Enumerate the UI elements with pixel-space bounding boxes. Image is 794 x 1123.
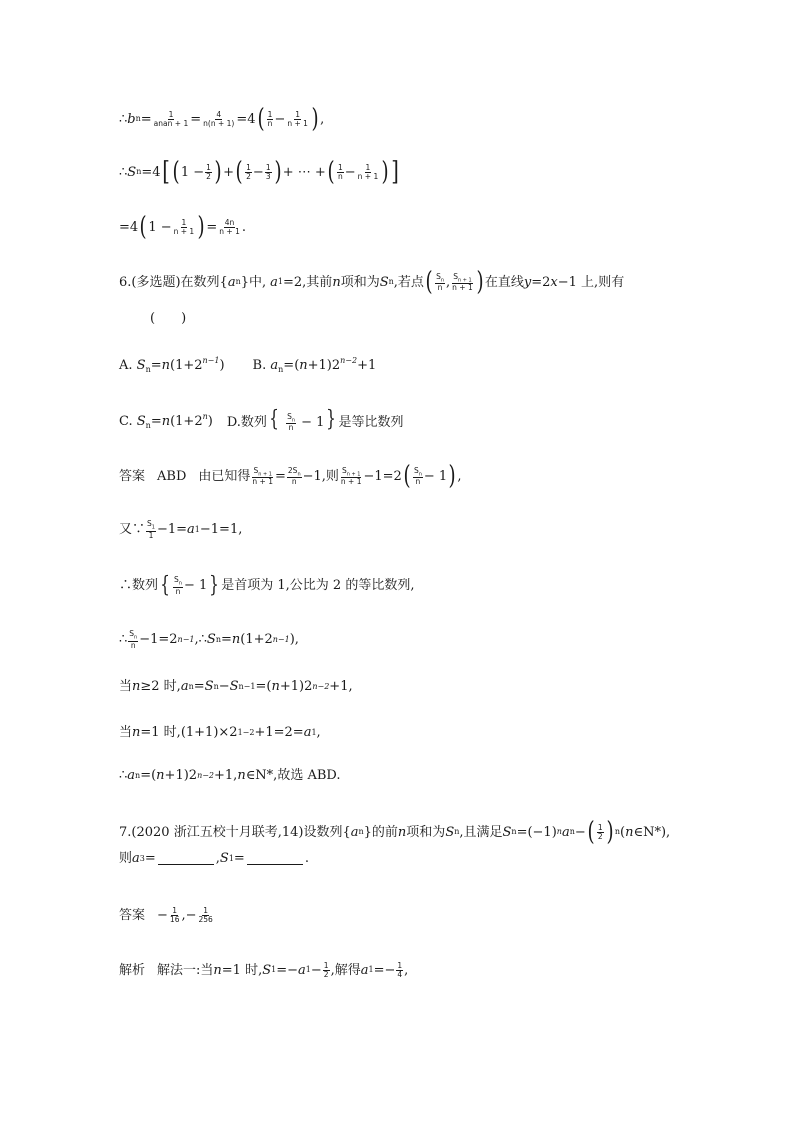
- fraction: $\frac{4}{n(n + 1)}$: [203, 110, 235, 128]
- option-c: C. $S_n=n(1+2^n)$: [119, 412, 213, 431]
- fraction: $\frac{S_n}{n}$: [129, 629, 138, 650]
- fraction: $\frac{1}{\text{anan + 1}}$: [153, 110, 189, 128]
- solution-step-5: 当 n =1 时,(1+1)×2 1−2 +1=2= a 1 ,: [119, 725, 321, 740]
- fraction: $\frac{1}{n + 1}$: [173, 218, 195, 236]
- fraction: $\frac{4n}{n + 1}$: [219, 218, 240, 236]
- fraction: $\frac{1}{3}$: [265, 163, 271, 181]
- fraction: $\frac{1}{2}$: [246, 163, 251, 181]
- fraction: $\frac{1}{2}$: [323, 961, 329, 979]
- fraction: $\frac{S_n}{n}$: [174, 575, 182, 596]
- answer-6: 答案 ABD 由已知得 $\frac{S_{n + 1}}{n + 1}$ = $\frac{2S_n}{n}$ −1,则 $\frac{S_{n + 1}}{n + 1}$ −1=2 ( $\frac{S_n}{n}$ − 1 ) ,: [119, 461, 462, 491]
- formula-b-n: ∴ b n = $\frac{1}{\text{anan + 1}}$ = $\frac{4}{n(n + 1)}$ =4 ( $\frac{1}{n}$ − $\frac{1}{n + 1}$ ) ,: [119, 104, 325, 134]
- formula-result: =4 ( 1 − $\frac{1}{n + 1}$ ) = $\frac{4n}{n + 1}$ .: [119, 212, 246, 242]
- solution-7: 解析 解法一:当 n =1 时, S 1 =− a 1 − $\frac{1}{2}$ ,解得 a 1 =− $\frac{1}{4}$ ,: [119, 961, 409, 979]
- solution-step-4: 当 n ≥2 时, a n = S n − S n−1 =( n +1)2 n−2 +1,: [119, 679, 353, 694]
- solution-step-3: ∴ $\frac{S_n}{n}$ −1=2 n−1 ,∴ S n = n (1+2 n−1 ),: [119, 629, 299, 650]
- solution-step-2: ∴数列 { $\frac{S_n}{n}$ − 1 } 是首项为 1,公比为 2 的等比数列,: [119, 573, 415, 599]
- fraction: $\frac{1}{n + 1}$: [357, 163, 379, 181]
- fraction: $\frac{1}{2}$: [597, 823, 603, 841]
- fraction: $\frac{S_{n + 1}}{n + 1}$: [452, 271, 473, 293]
- fraction: $\frac{1}{16}$: [169, 906, 180, 924]
- fraction: $\frac{S_1}{1}$: [147, 519, 155, 540]
- fraction: $\frac{1}{n + 1}$: [287, 110, 308, 128]
- fraction: $\frac{1}{n}$: [267, 110, 273, 128]
- question-7: 7.(2020 浙江五校十月联考,14)设数列{ a n }的前 n 项和为 S n ,且满足 S n =(−1) n a n − ( $\frac{1}{2}$ ) n ( n ∈N*),: [119, 817, 671, 847]
- option-d: D.数列{ $\frac{S_n}{n}$ − 1} 是等比数列: [226, 407, 404, 433]
- question-7-blanks: 则 a 3 = , S 1 = .: [119, 851, 309, 866]
- options-a-b: [119, 357, 376, 374]
- solution-step-6: ∴ a n =( n +1)2 n−2 +1, n ∈N*,故选 ABD.: [119, 768, 341, 783]
- answer-blank-s1[interactable]: [247, 852, 303, 865]
- fraction: $\frac{S_{n + 1}}{n + 1}$: [340, 465, 362, 487]
- fraction: $\frac{1}{2}$: [206, 163, 211, 181]
- fraction: $\frac{S_{n + 1}}{n + 1}$: [252, 465, 273, 487]
- question-6: 6.(多选题)在数列{ a n }中, a 1 =2,其前 n 项和为 S n ,若点 ( $\frac{S_n}{n}$ , $\frac{S_{n + 1}}{n + 1}$ ) 在直线 y =2 x −1 上,则有: [119, 267, 625, 297]
- fraction: $\frac{1}{4}$: [397, 961, 403, 979]
- answer-blank-a3[interactable]: [158, 852, 214, 865]
- option-b: B. $a_n=(n+1)2^{n-2}+1$: [252, 356, 377, 374]
- answer-7: 答案 − $\frac{1}{16}$ , − $\frac{1}{256}$: [119, 906, 213, 924]
- fraction: $\frac{1}{n}$: [337, 163, 343, 181]
- fraction: $\frac{S_n}{n}$: [413, 465, 422, 487]
- fraction: $\frac{2S_n}{n}$: [287, 465, 301, 487]
- fraction: $\frac{S_n}{n}$: [436, 271, 444, 293]
- options-c-d: [119, 407, 404, 433]
- question-6-blank: ( ): [150, 311, 187, 326]
- fraction: $\frac{S_n}{n}$: [287, 411, 296, 433]
- formula-s-n: ∴ S n =4 [ ( 1 − $\frac{1}{2}$ ) + ( $\frac{1}{2}$ − $\frac{1}{3}$ ) + ⋯ + ( $\frac{1}{n}$ − $\frac{1}{n + 1}$ ) ]: [119, 157, 400, 187]
- solution-step-1: 又∵ $\frac{S_1}{1}$ −1= a 1 −1=1,: [119, 519, 243, 540]
- option-a: A. $S_n=n(1+2^{n-1})$: [119, 356, 225, 374]
- fraction: $\frac{1}{256}$: [198, 906, 213, 924]
